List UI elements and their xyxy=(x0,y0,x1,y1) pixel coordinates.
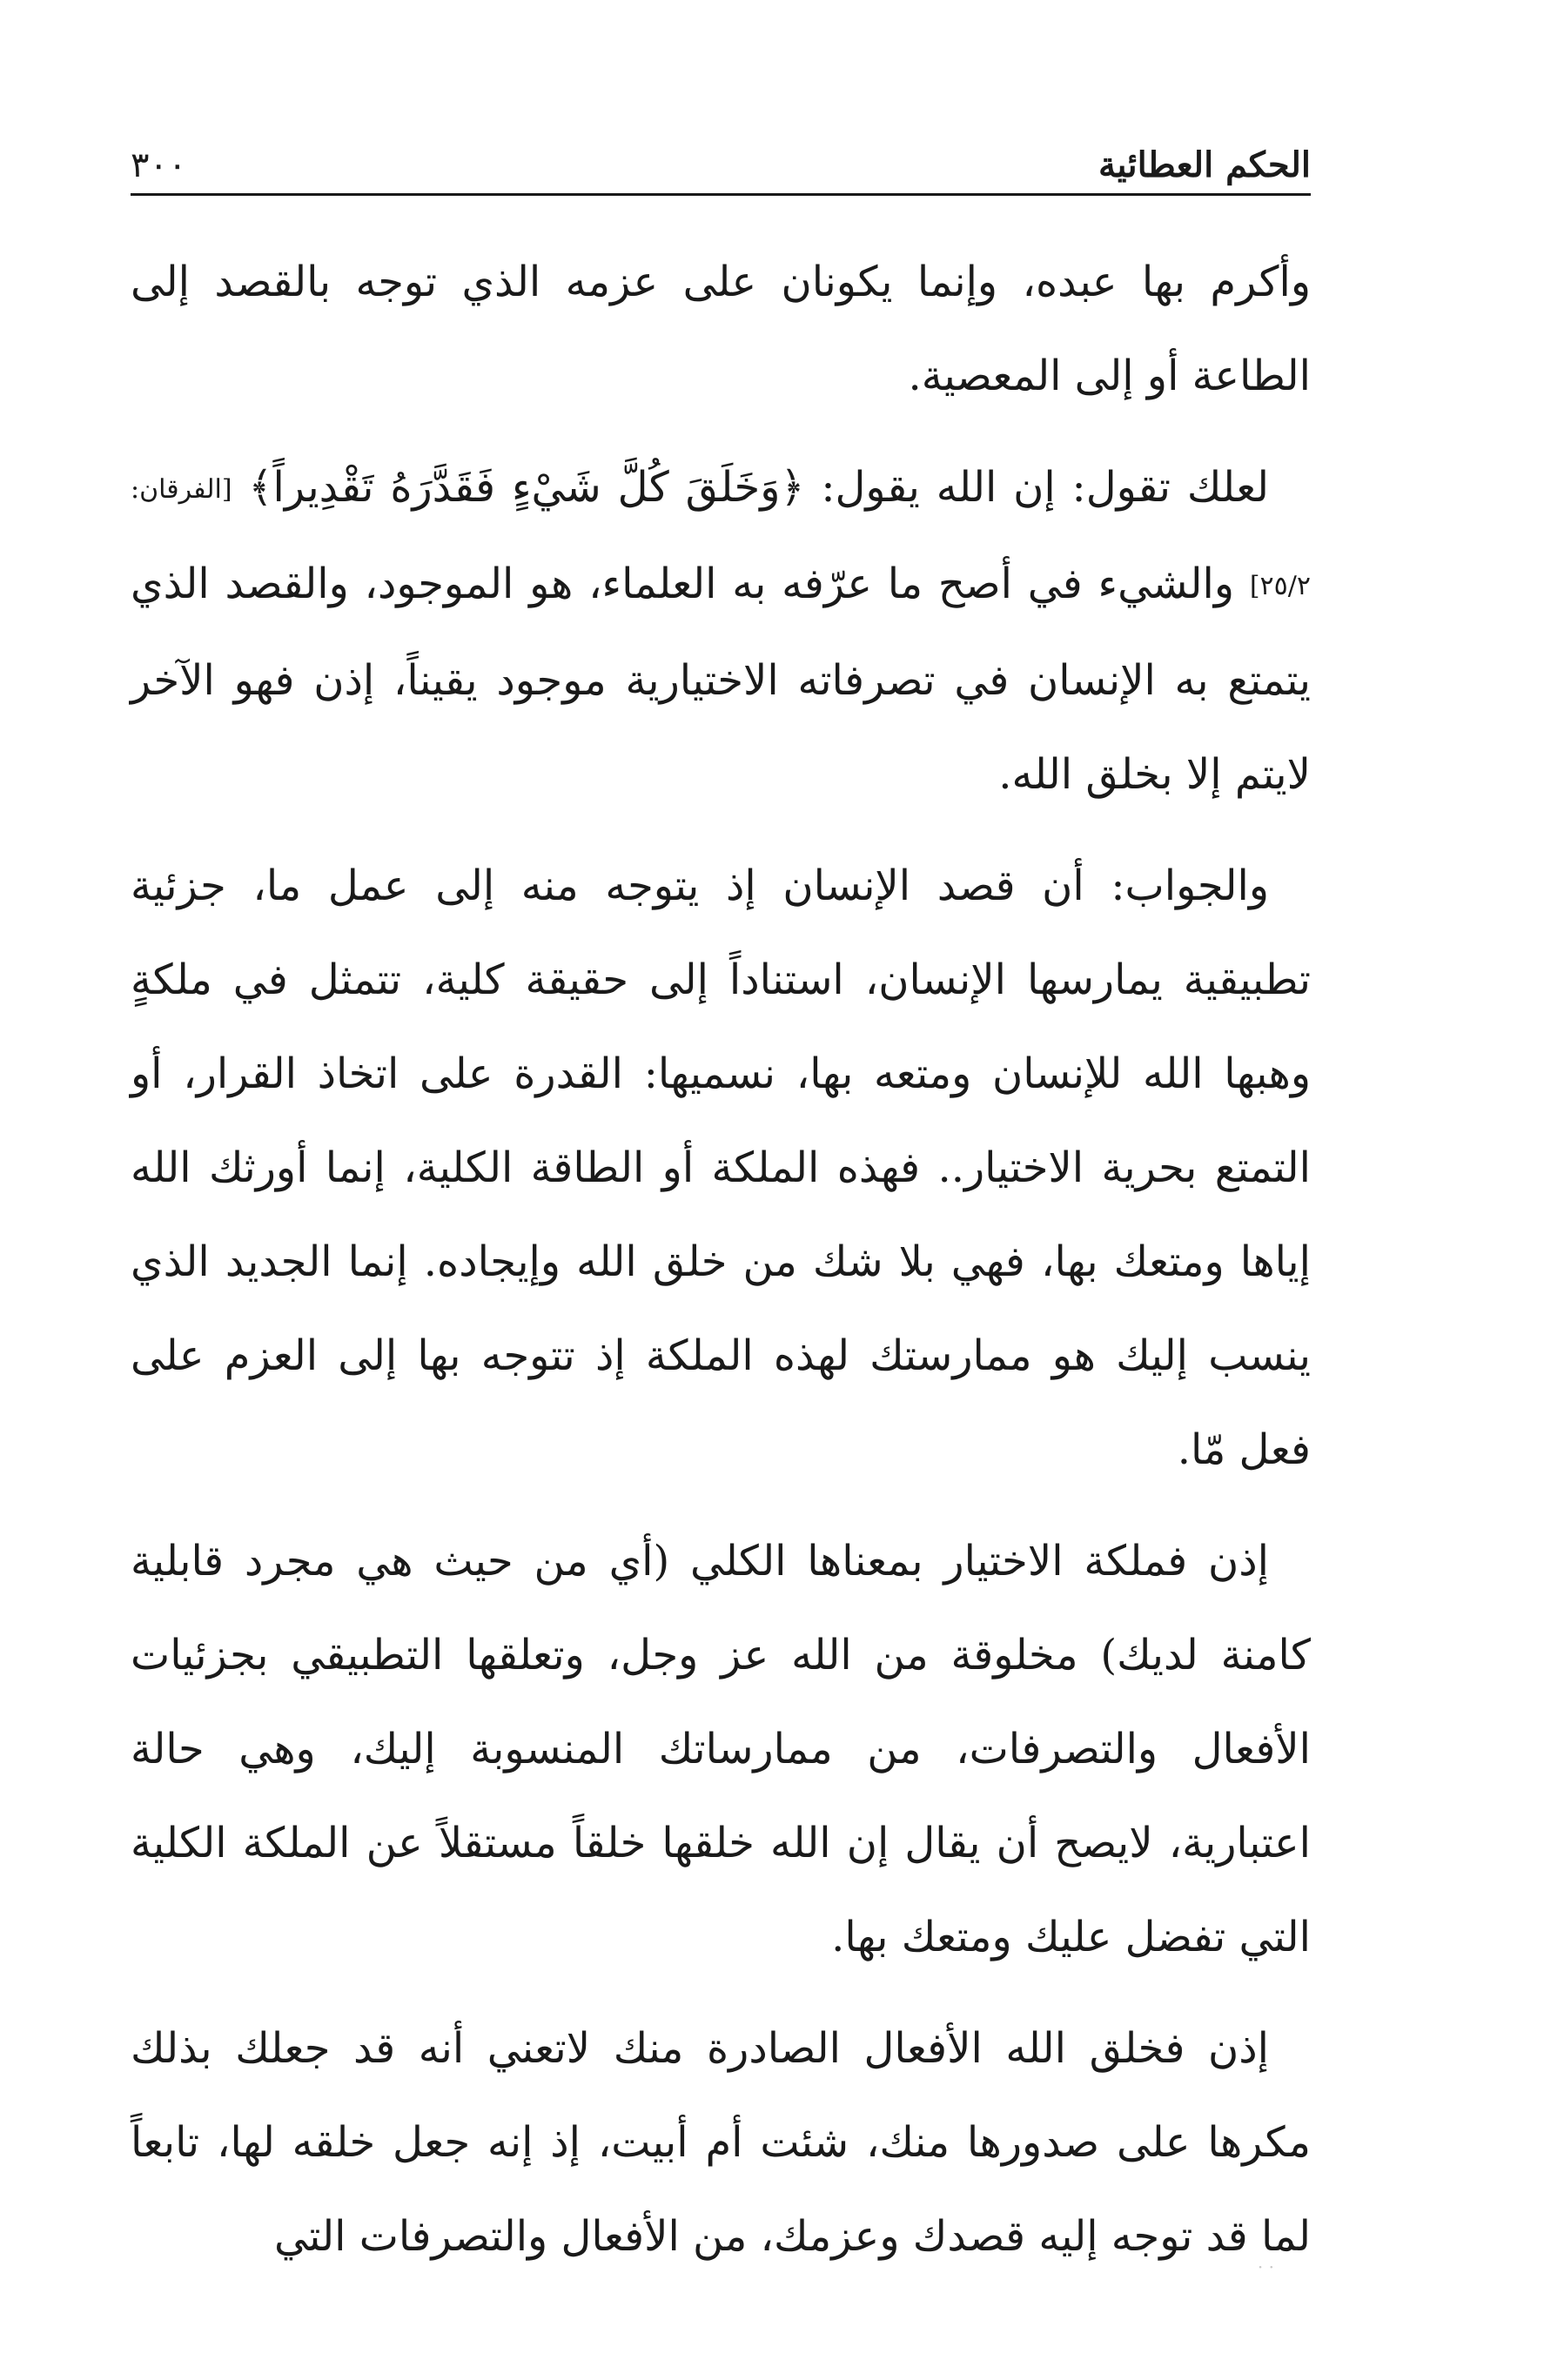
book-page xyxy=(131,131,1311,2271)
surah-citation: [الفرقان: ٢٥/٢] xyxy=(131,474,1311,601)
running-title: الحكم العطائية xyxy=(1098,144,1311,185)
paragraph-lead: لعلك تقول: إن الله يقول: xyxy=(804,463,1269,512)
page-header xyxy=(131,131,1311,196)
quran-verse: ﴿وَخَلَقَ كُلَّ شَيْءٍ فَقَدَّرَهُ تَقْدِيراً﴾ xyxy=(248,463,805,512)
paragraph: والجواب: أن قصد الإنسان إذ يتوجه منه إلى عمل ما، جزئية تطبيقية يمارسها الإنسان، استناداً إلى حقيقة كلية، تتمثل في ملكةٍ وهبها الله للإنسان ومتعه بها، نسميها: القدرة على اتخاذ القرار، أو التمتع بحرية الاختيار.. فهذه الملكة أو الطاقة الكلية، إنما أورثك الله إياها ومتعك بها، فهي بلا شك من خلق الله وإيجاده. إنما الجديد الذي ينسب إليك هو ممارستك لهذه الملكة إذ تتوجه بها إلى العزم على فعل مّا. xyxy=(131,861,1312,1474)
body-text xyxy=(131,235,1311,2283)
paragraph: وأكرم بها عبده، وإنما يكونان على عزمه الذي توجه بالقصد إلى الطاعة أو إلى المعصية. xyxy=(131,258,1311,400)
paragraph-rest: والشيء في أصح ما عرّفه به العلماء، هو الموجود، والقصد الذي يتمتع به الإنسان في تصرفاته الاختيارية موجود يقيناً، إذن فهو الآخر لايتم إلا بخلق الله. xyxy=(131,560,1311,799)
page-number: ٣٠٠ xyxy=(131,145,187,185)
paragraph: إذن فخلق الله الأفعال الصادرة منك لاتعني أنه قد جعلك بذلك مكرها على صدورها منك، شئت أم أبيت، إذ إنه جعل خلقه لها، تابعاً لما قد توجه إليه قصدك وعزمك، من الأفعال والتصرفات التي xyxy=(131,2024,1311,2261)
paragraph: إذن فملكة الاختيار بمعناها الكلي (أي من حيث هي مجرد قابلية كامنة لديك) مخلوقة من الله عز وجل، وتعلقها التطبيقي بجزئيات الأفعال والتصرفات، من ممارساتك المنسوبة إليك، وهي حالة اعتبارية، لايصح أن يقال إن الله خلقها خلقاً مستقلاً عن الملكة الكلية التي تفضل عليك ومتعك بها. xyxy=(131,1537,1311,1961)
scan-mark: · · xyxy=(1257,2256,1274,2277)
paragraph-quran xyxy=(131,440,1311,821)
